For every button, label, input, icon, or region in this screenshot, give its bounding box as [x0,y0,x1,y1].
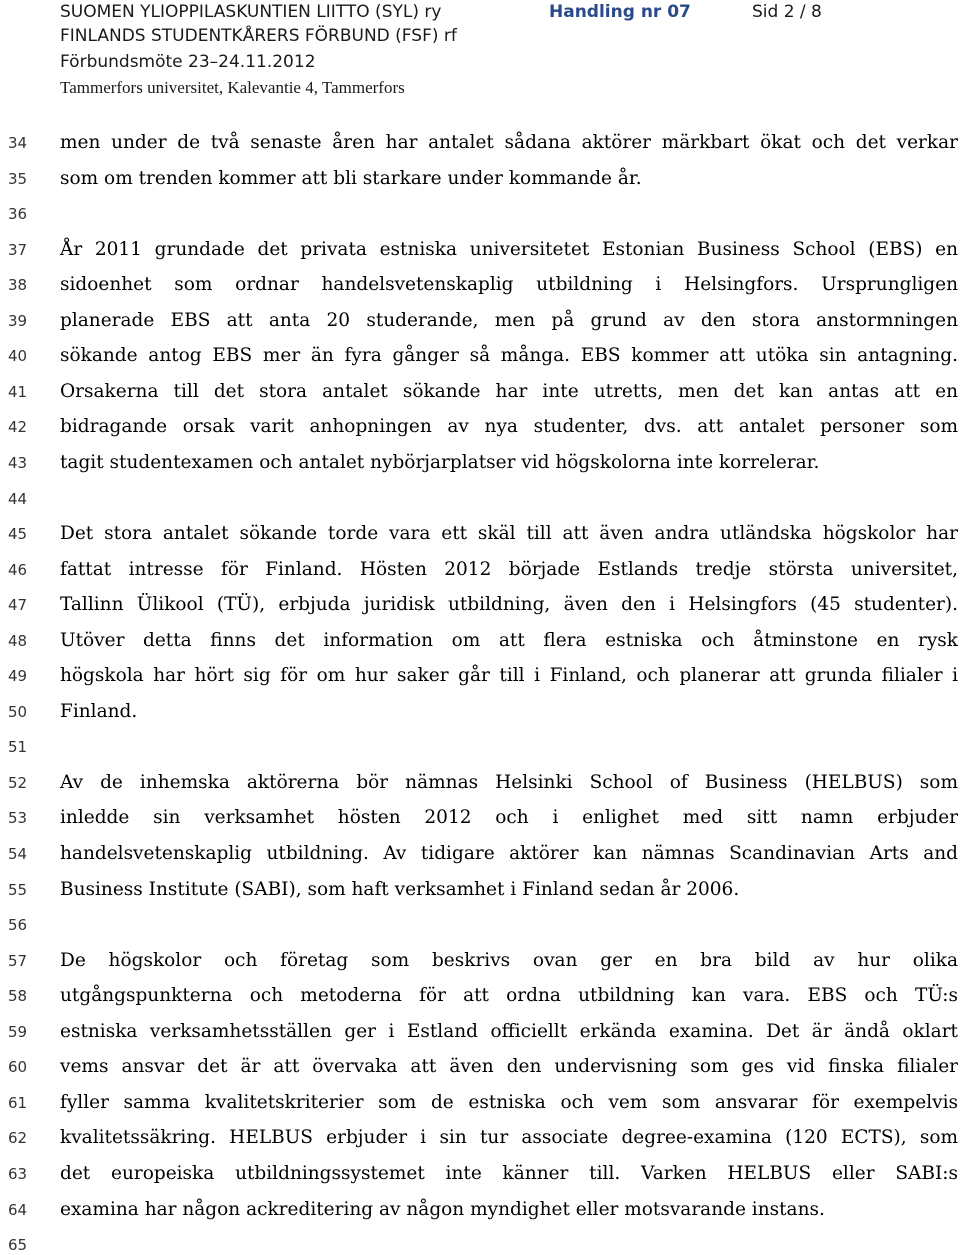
line-number: 55 [8,880,28,899]
paragraph-2-line: planerade EBS att anta 20 studerande, men på grund av den stora anstormningen [60,309,958,331]
line-number: 62 [8,1129,28,1148]
line-number: 47 [8,596,28,615]
line-number: 45 [8,525,28,544]
header-org-line1: SUOMEN YLIOPPILASKUNTIEN LIITTO (SYL) ry [60,2,442,22]
line-number: 49 [8,667,28,686]
line-number: 63 [8,1164,28,1183]
line-number: 36 [8,205,28,224]
paragraph-3-line: Finland. [60,700,138,722]
line-number: 40 [8,347,28,366]
paragraph-3-line: Tallinn Ülikool (TÜ), erbjuda juridisk utbildning, även den i Helsingfors (45 studenter). [60,594,958,616]
line-number: 64 [8,1200,28,1219]
paragraph-2-line: sökande antog EBS mer än fyra gånger så många. EBS kommer att utöka sin antagning. [60,345,958,367]
line-number: 43 [8,453,28,472]
paragraph-1-line: som om trenden kommer att bli starkare under kommande år. [60,167,642,189]
paragraph-3-line: Det stora antalet sökande torde vara ett skäl till att även andra utländska högskolor har [60,523,958,545]
paragraph-2-line: Orsakerna till det stora antalet sökande har inte utretts, men det kan antas att en [60,380,958,402]
paragraph-3-line: fattat intresse för Finland. Hösten 2012 började Estlands tredje största universitet, [60,558,958,580]
line-number: 50 [8,702,28,721]
paragraph-2-line: sidoenhet som ordnar handelsvetenskaplig utbildning i Helsingfors. Ursprungligen [60,274,958,296]
line-number: 44 [8,489,28,508]
line-number: 34 [8,134,28,152]
line-number: 60 [8,1058,28,1077]
handling-number: Handling nr 07 [549,2,691,22]
header-org-line2: FINLANDS STUDENTKÅRERS FÖRBUND (FSF) rf [60,26,457,46]
meeting-date: Förbundsmöte 23–24.11.2012 [60,52,316,72]
line-number: 37 [8,240,28,259]
paragraph-5-line: fyller samma kvalitetskriterier som de estniska och vem som ansvarar för exempelvis [60,1091,958,1113]
paragraph-5-line: utgångspunkterna och metoderna för att ordna utbildning kan vara. EBS och TÜ:s [60,985,958,1007]
paragraph-1-line: men under de två senaste åren har antalet sådana aktörer märkbart ökat och det verkar [60,132,958,153]
line-number: 52 [8,773,28,792]
paragraph-4-line: handelsvetenskaplig utbildning. Av tidigare aktörer kan nämnas Scandinavian Arts and [60,843,958,864]
venue: Tammerfors universitet, Kalevantie 4, Tammerfors [60,78,405,97]
line-number: 42 [8,418,28,437]
line-number: 51 [8,738,28,757]
paragraph-5-line: examina har någon ackreditering av någon myndighet eller motsvarande instans. [60,1198,825,1220]
paragraph-5-line: det europeiska utbildningssystemet inte känner till. Varken HELBUS eller SABI:s [60,1162,958,1184]
paragraph-2-line: År 2011 grundade det privata estniska universitetet Estonian Business School (EBS) en [60,238,958,260]
line-number: 48 [8,631,28,650]
line-number: 41 [8,382,28,401]
paragraph-5-line: estniska verksamhetsställen ger i Estland officiellt erkända examina. Det är ändå oklart [60,1020,958,1042]
line-number: 58 [8,987,28,1006]
line-number: 56 [8,916,28,935]
paragraph-3-line: Utöver detta finns det information om att flera estniska och åtminstone en rysk [60,629,958,651]
line-number: 59 [8,1022,28,1041]
paragraph-2-line: bidragande orsak varit anhopningen av nya studenter, dvs. att antalet personer som [60,416,958,438]
line-number: 61 [8,1093,28,1112]
line-number: 54 [8,845,28,863]
page-indicator: Sid 2 / 8 [752,2,822,22]
paragraph-4-line: Av de inhemska aktörerna bör nämnas Helsinki School of Business (HELBUS) som [60,771,958,793]
line-number: 65 [8,1236,28,1255]
paragraph-4-line: Business Institute (SABI), som haft verksamhet i Finland sedan år 2006. [60,878,740,900]
line-number: 35 [8,169,28,188]
line-number: 39 [8,311,28,330]
line-number: 53 [8,809,28,828]
paragraph-5-line: De högskolor och företag som beskrivs ovan ger en bra bild av hur olika [60,949,958,971]
line-number: 38 [8,276,28,295]
paragraph-2-line: tagit studentexamen och antalet nybörjarplatser vid högskolorna inte korrelerar. [60,451,820,473]
line-number: 46 [8,560,28,579]
paragraph-4-line: inledde sin verksamhet hösten 2012 och i enlighet med sitt namn erbjuder [60,807,958,829]
paragraph-5-line: kvalitetssäkring. HELBUS erbjuder i sin tur associate degree-examina (120 ECTS), som [60,1127,958,1149]
paragraph-3-line: högskola har hört sig för om hur saker går till i Finland, och planerar att grunda filialer i [60,665,958,687]
paragraph-5-line: vems ansvar det är att övervaka att även den undervisning som ges vid finska filialer [60,1056,958,1078]
line-number: 57 [8,951,28,970]
